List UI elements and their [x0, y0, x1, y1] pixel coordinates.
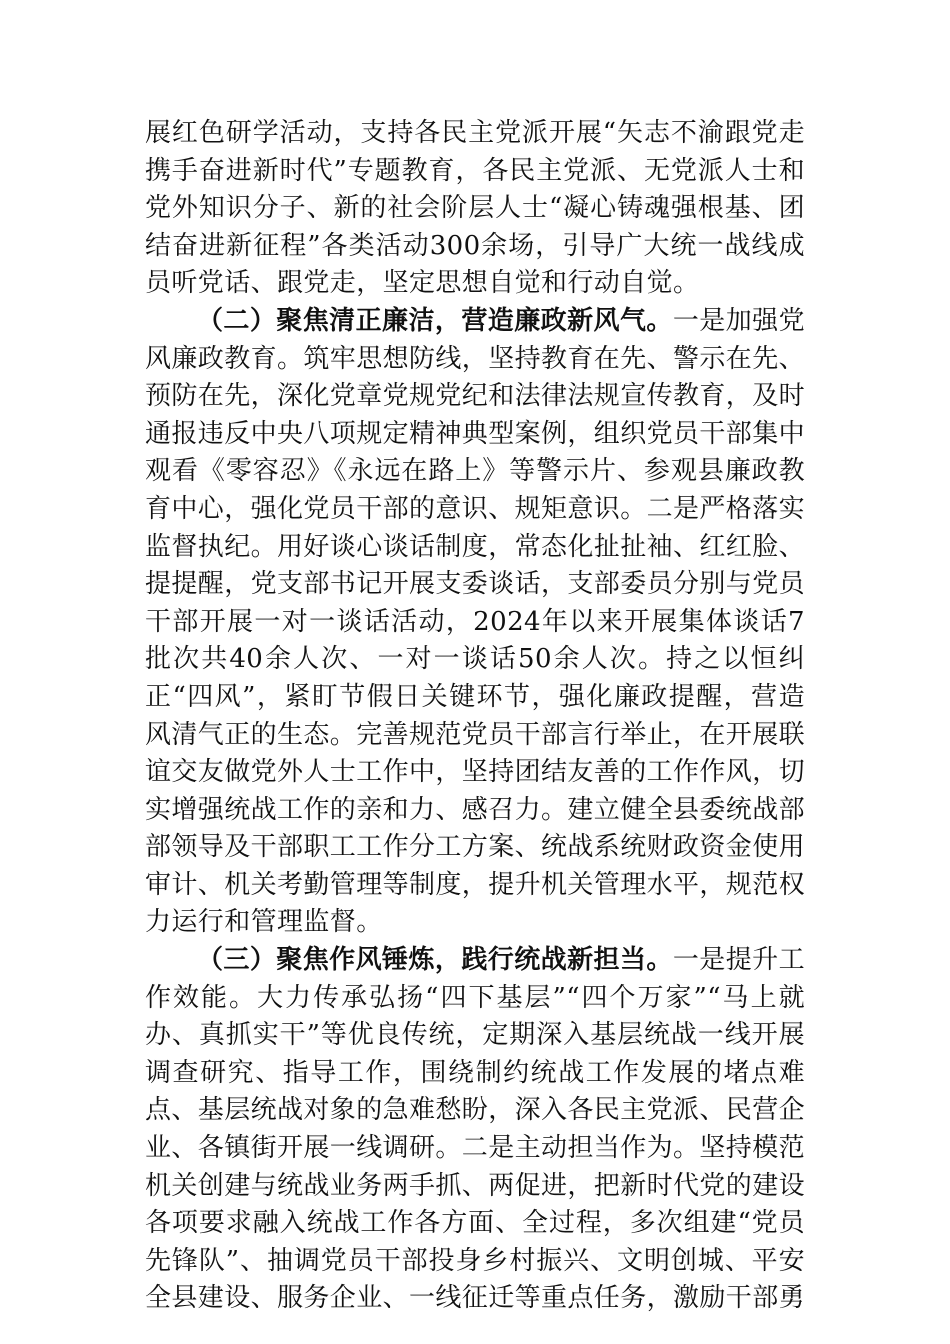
paragraph-2: [145, 303, 805, 942]
paragraph-1-body: 展红色研学活动，支持各民主党派开展“矢志不渝跟党走 携手奋进新时代”专题教育，各民主党派、无党派人士和党外知识分子、新的社会阶层人士“凝心铸魂强根基、团结奋进新征程”各类活动300余场，引导广大统一战线成员听党话、跟党走，坚定思想自觉和行动自觉。: [145, 118, 805, 299]
paragraph-3-heading: （三）聚焦作风锤炼，践行统战新担当。: [197, 945, 673, 976]
paragraph-1: [145, 115, 805, 303]
paragraph-3-body: 一是提升工作效能。大力传承弘扬“四下基层”“四个万家”“马上就办、真抓实干”等优良传统，定期深入基层统战一线开展调查研究、指导工作，围绕制约统战工作发展的堵点难点、基层统战对象的急难愁盼，深入各民主党派、民营企业、各镇街开展一线调研。二是主动担当作为。坚持模范机关创建与统战业务两手抓、两促进，把新时代党的建设各项要求融入统战工作各方面、全过程，多次组建“党员先锋队”、抽调党员干部投身乡村振兴、文明创城、平安全县建设、服务企业、一线征迁等重点任务，激励干部勇: [145, 945, 806, 1314]
paragraph-3: [145, 942, 805, 1318]
document-body: [145, 115, 805, 1318]
paragraph-2-body: 一是加强党风廉政教育。筑牢思想防线，坚持教育在先、警示在先、预防在先，深化党章党规党纪和法律法规宣传教育，及时通报违反中央八项规定精神典型案例，组织党员干部集中观看《零容忍》《永远在路上》等警示片、参观县廉政教育中心，强化党员干部的意识、规矩意识。二是严格落实监督执纪。用好谈心谈话制度，常态化扯扯袖、红红脸、提提醒，党支部书记开展支委谈话，支部委员分别与党员干部开展一对一谈话活动，2024年以来开展集体谈话7批次共40余人次、一对一谈话50余人次。持之以恒纠正“四风”，紧盯节假日关键环节，强化廉政提醒，营造风清气正的生态。完善规范党员干部言行举止，在开展联谊交友做党外人士工作中，坚持团结友善的工作作风，切实增强统战工作的亲和力、感召力。建立健全县委统战部部领导及干部职工工作分工方案、统战系统财政资金使用审计、机关考勤管理等制度，提升机关管理水平，规范权力运行和管理监督。: [145, 305, 806, 938]
paragraph-2-heading: （二）聚焦清正廉洁，营造廉政新风气。: [197, 305, 673, 336]
